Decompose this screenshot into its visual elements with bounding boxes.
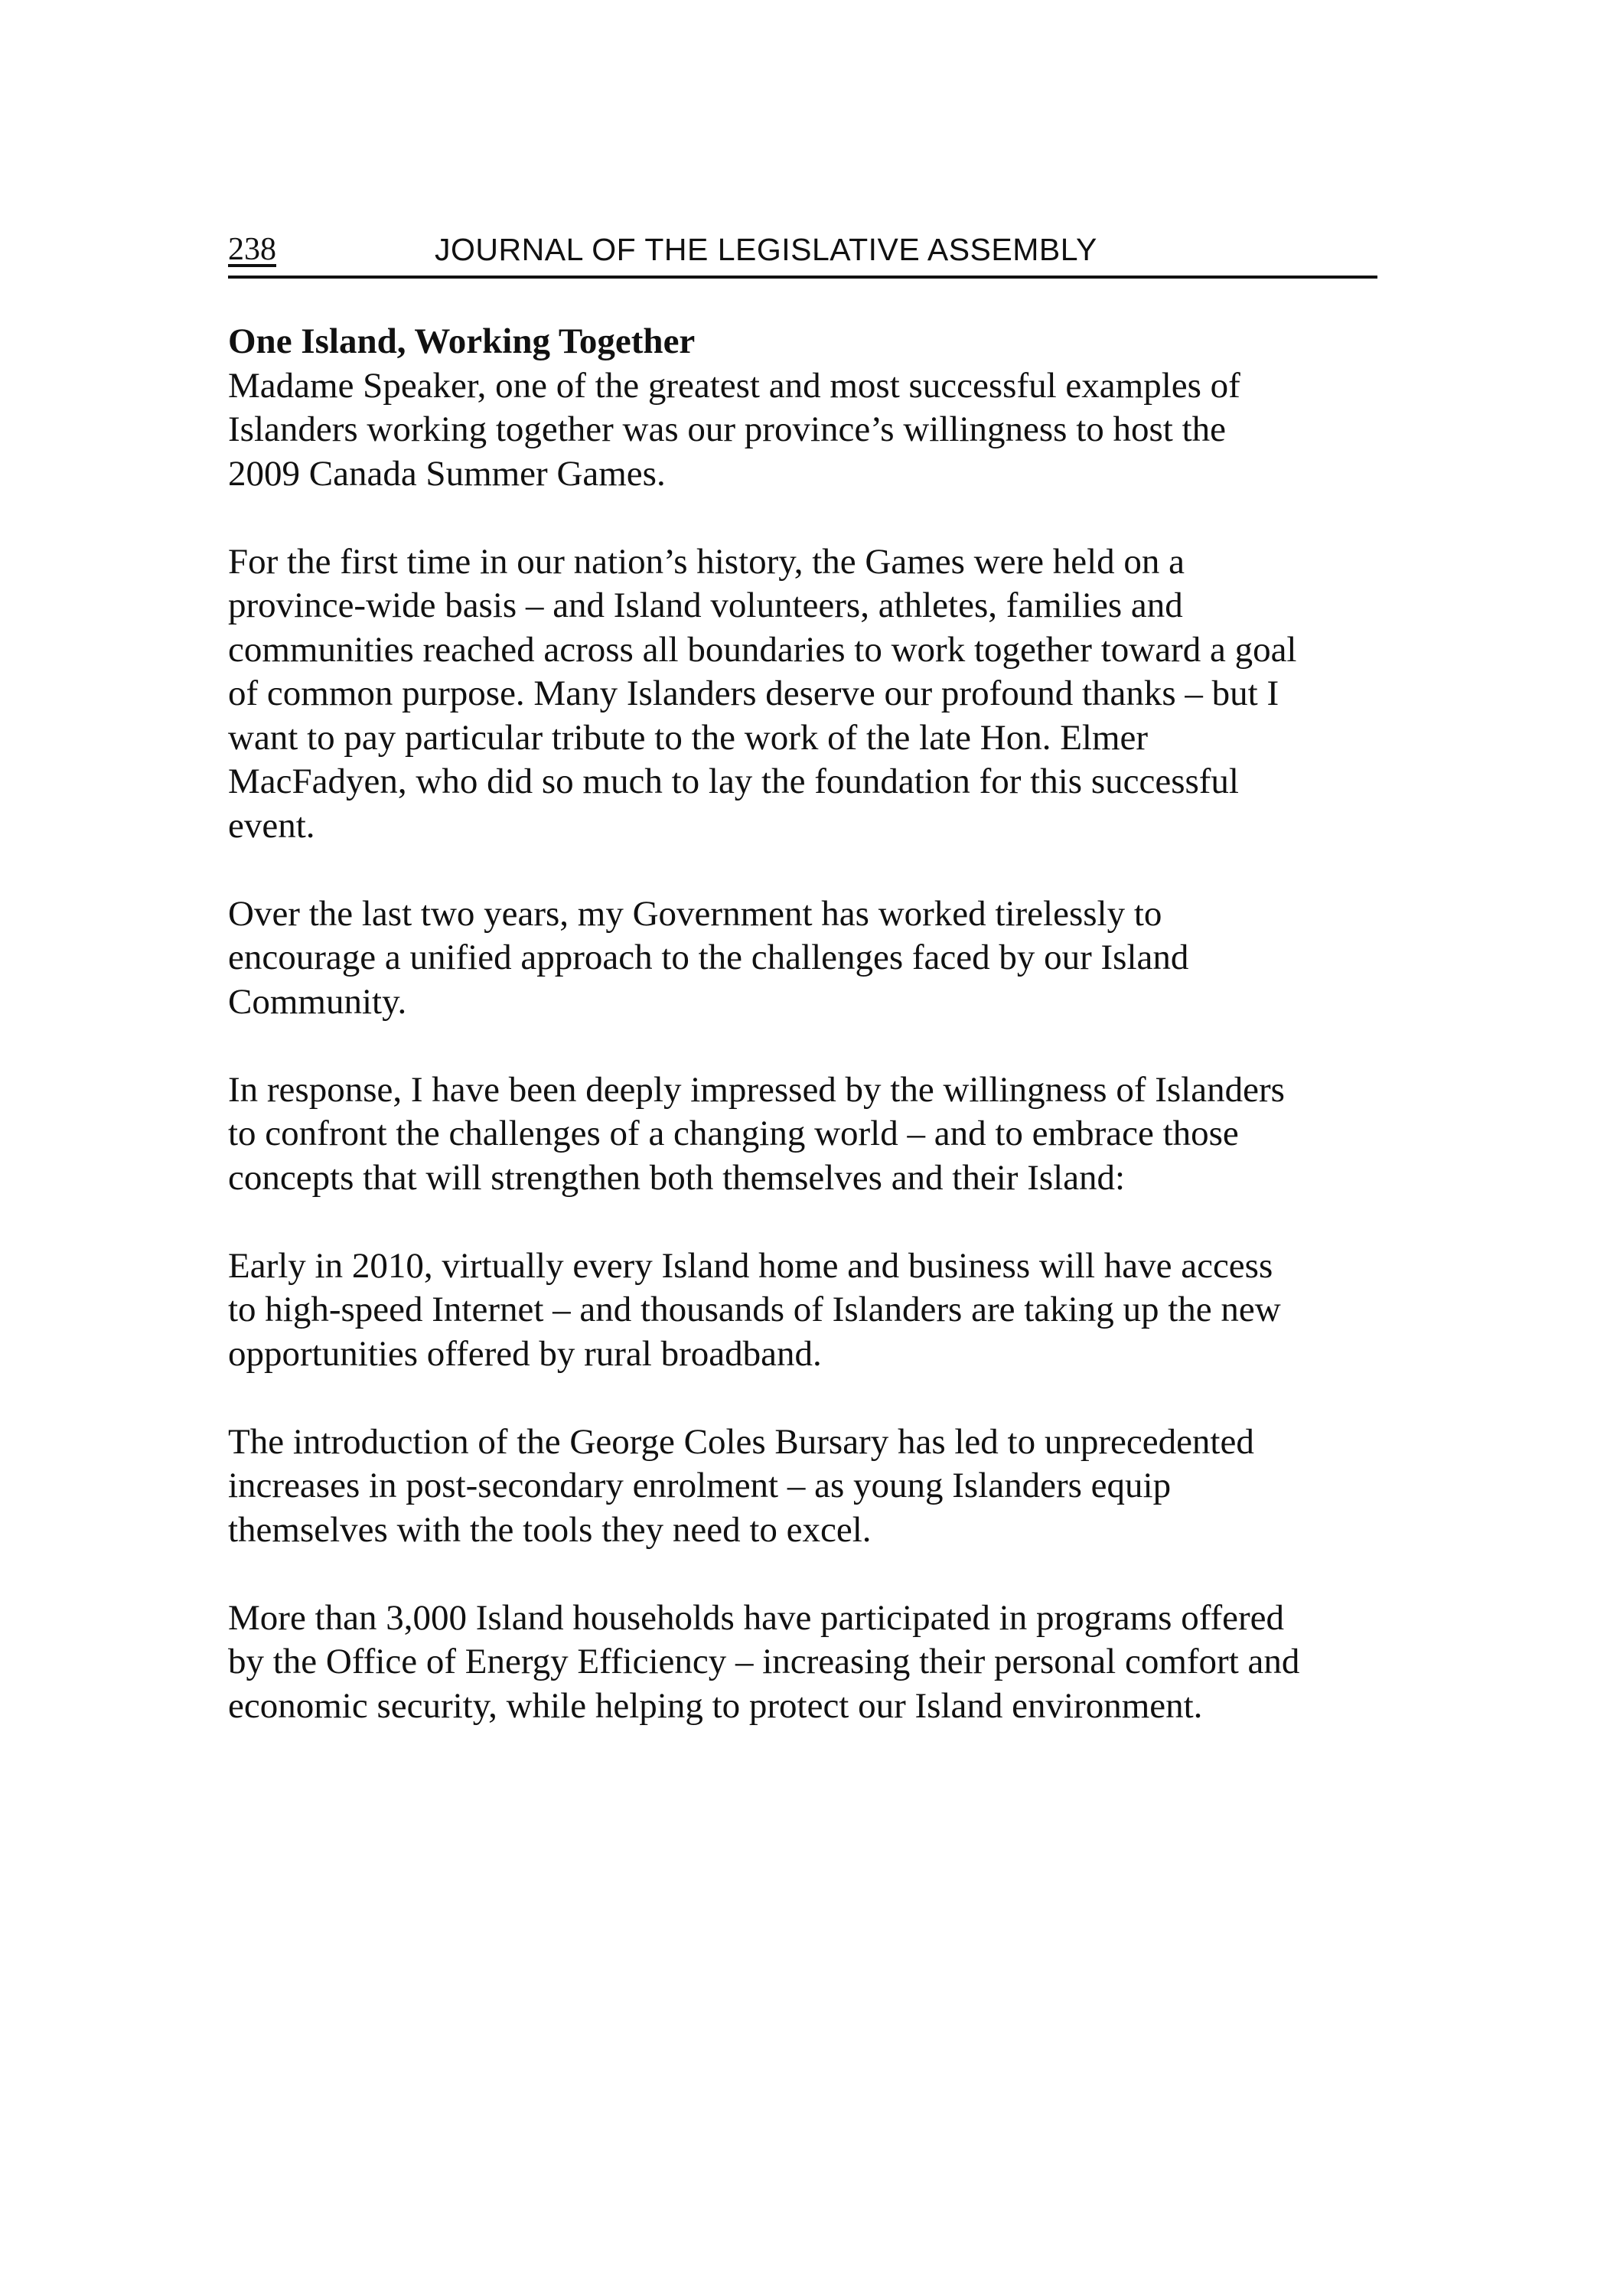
page-number: 238: [228, 232, 276, 267]
paragraph-line: More than 3,000 Island households have participated in programs offered: [228, 1597, 1285, 1638]
paragraph-line: communities reached across all boundaries to work together toward a goal: [228, 629, 1297, 670]
paragraph: [228, 892, 1391, 1025]
paragraph-line: Islanders working together was our province’s willingness to host the: [228, 409, 1227, 449]
paragraph-line: opportunities offered by rural broadband.: [228, 1333, 822, 1374]
paragraph-line: province-wide basis – and Island volunteers, athletes, families and: [228, 585, 1183, 625]
paragraph: [228, 1596, 1391, 1729]
paragraph-line: 2009 Canada Summer Games.: [228, 453, 666, 494]
paragraph-line: The introduction of the George Coles Bursary has led to unprecedented: [228, 1421, 1254, 1462]
paragraph-line: to high-speed Internet – and thousands of Islanders are taking up the new: [228, 1290, 1281, 1329]
document-body: [228, 320, 1391, 1728]
page-header: [228, 227, 1377, 279]
paragraph: [228, 1244, 1391, 1377]
running-head: JOURNAL OF THE LEGISLATIVE ASSEMBLY: [435, 232, 1097, 267]
paragraph: [228, 1068, 1391, 1201]
paragraph-line: want to pay particular tribute to the work of the late Hon. Elmer: [228, 717, 1149, 758]
paragraph-line: Community.: [228, 981, 407, 1022]
paragraph-line: For the first time in our nation’s history, the Games were held on a: [228, 541, 1185, 582]
paragraph: [228, 540, 1391, 849]
paragraph-line: event.: [228, 805, 315, 846]
paragraph-line: concepts that will strengthen both themselves and their Island:: [228, 1157, 1126, 1198]
paragraph-line: MacFadyen, who did so much to lay the foundation for this successful: [228, 762, 1239, 801]
paragraph-line: by the Office of Energy Efficiency – increasing their personal comfort and: [228, 1642, 1300, 1681]
paragraph: [228, 1420, 1391, 1553]
paragraph-line: Madame Speaker, one of the greatest and most successful examples of: [228, 365, 1240, 406]
paragraph-line: economic security, while helping to protect our Island environment.: [228, 1685, 1203, 1726]
paragraph-line: of common purpose. Many Islanders deserve our profound thanks – but I: [228, 673, 1279, 713]
paragraph-line: In response, I have been deeply impressed by the willingness of Islanders: [228, 1069, 1285, 1110]
paragraph-list: [228, 364, 1391, 1729]
paragraph-line: themselves with the tools they need to excel.: [228, 1509, 872, 1550]
paragraph: [228, 364, 1391, 497]
paragraph-line: increases in post-secondary enrolment – as young Islanders equip: [228, 1466, 1172, 1505]
paragraph-line: to confront the challenges of a changing world – and to embrace those: [228, 1114, 1239, 1153]
paragraph-line: Over the last two years, my Government has worked tirelessly to: [228, 893, 1162, 934]
paragraph-line: encourage a unified approach to the challenges faced by our Island: [228, 938, 1189, 977]
section-heading: One Island, Working Together: [228, 321, 696, 361]
paragraph-line: Early in 2010, virtually every Island home and business will have access: [228, 1245, 1273, 1286]
